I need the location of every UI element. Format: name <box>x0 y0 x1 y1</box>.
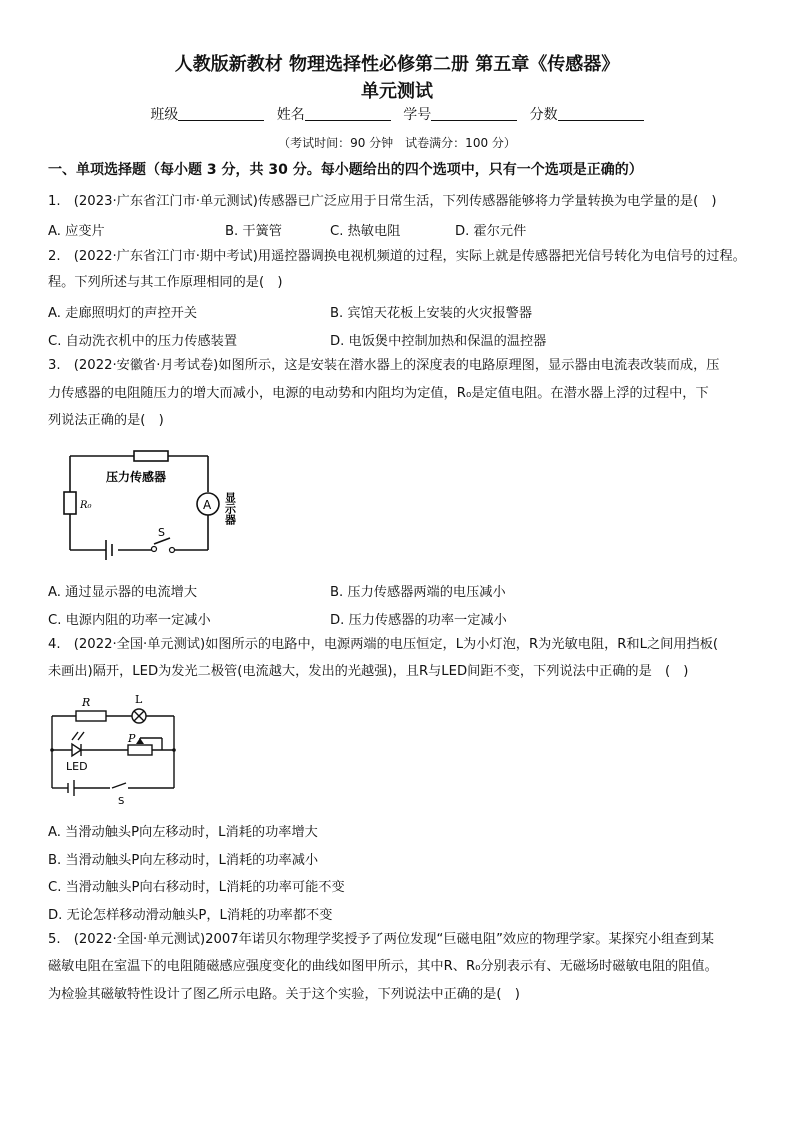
pressure-sensor-label: 压力传感器 <box>106 470 167 484</box>
student-info-fields <box>0 104 794 124</box>
name-field[interactable]: 姓名 <box>277 104 391 124</box>
q3-option-d[interactable]: D. 压力传感器的功率一定减小 <box>330 613 507 628</box>
q4-option-b[interactable]: B. 当滑动触头P向左移动时，L消耗的功率减小 <box>48 853 319 868</box>
switch-label: S <box>158 526 165 539</box>
q1-option-b[interactable]: B. 干簧管 <box>225 224 282 239</box>
section-heading: 一、单项选择题（每小题 3 分，共 30 分。每小题给出的四个选项中，只有一个选项是正确的） <box>48 162 643 178</box>
page-title: 人教版新教材 物理选择性必修第二册 第五章《传感器》 <box>174 54 620 75</box>
question-2-stem-line1: 2. (2022·广东省江门市·期中考试)用遥控器调换电视机频道的过程，实际上就是传感器把光信号转化为电信号的过程。 <box>48 249 746 264</box>
class-field[interactable]: 班级 <box>150 104 264 124</box>
q4-option-d[interactable]: D. 无论怎样移动滑动触头P，L消耗的功率都不变 <box>48 908 333 923</box>
q3-option-b[interactable]: B. 压力传感器两端的电压减小 <box>330 585 506 600</box>
question-4-stem-line2: 未画出)隔开，LED为发光二极管(电流越大，发出的光越强)，且R与LED间距不变，下列说法中正确的是 ( ) <box>48 664 689 679</box>
q4-option-c[interactable]: C. 当滑动触头P向右移动时，L消耗的功率可能不变 <box>48 880 345 895</box>
question-5-stem-line3: 为检验其磁敏特性设计了图乙所示电路。关于这个实验，下列说法中正确的是( ) <box>48 987 520 1002</box>
junction-dot <box>172 748 176 752</box>
q2-option-c[interactable]: C. 自动洗衣机中的压力传感装置 <box>48 334 238 349</box>
q3-option-a[interactable]: A. 通过显示器的电流增大 <box>48 585 198 600</box>
question-2-stem-line2: 程。下列所述与其工作原理相同的是( ) <box>48 275 283 290</box>
junction-dot <box>50 748 54 752</box>
q1-option-c[interactable]: C. 热敏电阻 <box>330 224 401 239</box>
question-5-stem-line1: 5. (2022·全国·单元测试)2007年诺贝尔物理学奖授予了两位发现“巨磁电阻”效应的物理学家。某探究小组查到某 <box>48 932 714 947</box>
display-label: 显示器 <box>223 492 237 525</box>
exam-info: （考试时间：90 分钟 试卷满分：100 分） <box>278 136 516 150</box>
ammeter-label: A <box>203 498 212 512</box>
switch-contact <box>170 548 175 553</box>
q4-circuit-diagram <box>48 688 188 812</box>
question-1-stem: 1. (2023·广东省江门市·单元测试)传感器已广泛应用于日常生活，下列传感器能够将力学量转换为电学量的是( ) <box>48 194 717 209</box>
r0-label: R₀ <box>80 500 92 511</box>
q2-option-d[interactable]: D. 电饭煲中控制加热和保温的温控器 <box>330 334 547 349</box>
question-3-stem-line3: 列说法正确的是( ) <box>48 413 164 428</box>
led-label: LED <box>66 760 88 773</box>
question-3-stem-line1: 3. (2022·安徽省·月考试卷)如图所示，这是安装在潜水器上的深度表的电路原理图，显示器由电流表改装而成，压 <box>48 358 720 373</box>
l-label: L <box>135 693 143 706</box>
r-label: R <box>82 696 91 709</box>
p-label: P <box>128 732 136 745</box>
score-field[interactable]: 分数 <box>530 104 644 124</box>
q4-option-a[interactable]: A. 当滑动触头P向左移动时，L消耗的功率增大 <box>48 825 318 840</box>
switch-label: S <box>118 796 125 807</box>
q1-option-d[interactable]: D. 霍尔元件 <box>455 224 527 239</box>
slider-arrow <box>136 738 144 744</box>
question-3-stem-line2: 力传感器的电阻随压力的增大而减小，电源的电动势和内阻均为定值，R₀是定值电阻。在潜水器上浮的过程中，下 <box>48 386 709 401</box>
q1-option-a[interactable]: A. 应变片 <box>48 224 105 239</box>
page-subtitle: 单元测试 <box>361 81 433 102</box>
switch-contact <box>152 547 157 552</box>
question-4-stem-line1: 4. (2022·全国·单元测试)如图所示的电路中，电源两端的电压恒定，L为小灯泡，R为光敏电阻，R和L之间用挡板( <box>48 637 719 652</box>
q2-option-a[interactable]: A. 走廊照明灯的声控开关 <box>48 306 198 321</box>
student-id-field[interactable]: 学号 <box>403 104 517 124</box>
q3-option-c[interactable]: C. 电源内阻的功率一定减小 <box>48 613 211 628</box>
question-5-stem-line2: 磁敏电阻在室温下的电阻随磁感应强度变化的曲线如图甲所示，其中R、R₀分别表示有、无磁场时磁敏电阻的阻值。 <box>48 959 718 974</box>
q3-circuit-diagram <box>58 448 248 560</box>
q2-option-b[interactable]: B. 宾馆天花板上安装的火灾报警器 <box>330 306 533 321</box>
